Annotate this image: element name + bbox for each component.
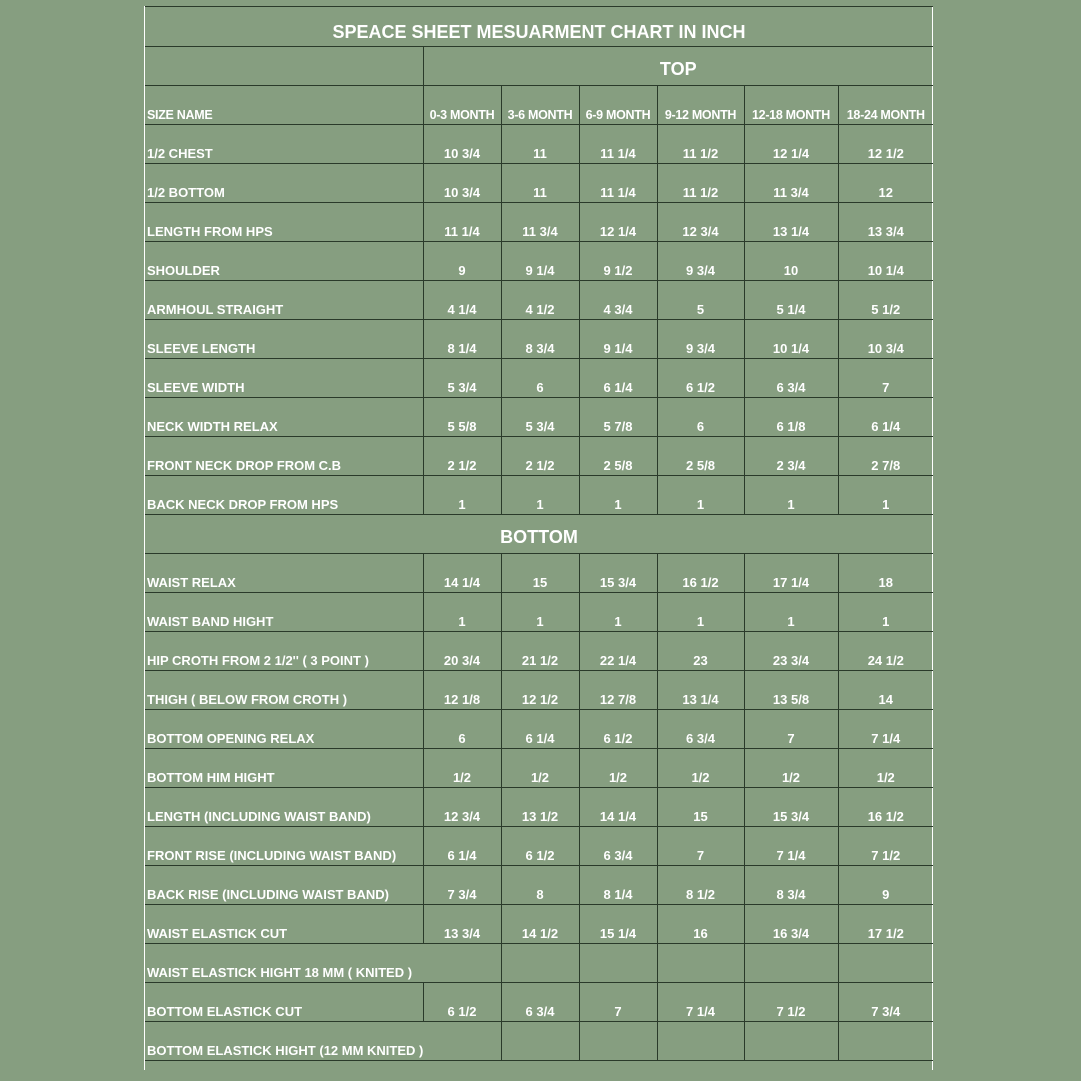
measurement-value: 2 7/8 bbox=[838, 437, 933, 476]
measurement-value: 6 bbox=[501, 359, 579, 398]
measurement-row bbox=[145, 905, 933, 944]
measurement-value: 14 bbox=[838, 671, 933, 710]
measurement-value: 7 bbox=[579, 983, 657, 1022]
measurement-value: 6 1/2 bbox=[657, 359, 744, 398]
measurement-value: 2 3/4 bbox=[744, 437, 838, 476]
measurement-row bbox=[145, 476, 933, 515]
measurement-sheet bbox=[144, 6, 933, 1070]
measurement-row bbox=[145, 749, 933, 788]
measurement-label: 1/2 CHEST bbox=[145, 125, 423, 164]
measurement-value: 1 bbox=[838, 476, 933, 515]
measurement-label: NECK WIDTH RELAX bbox=[145, 398, 423, 437]
measurement-value: 13 3/4 bbox=[423, 905, 501, 944]
measurement-value: 23 3/4 bbox=[744, 632, 838, 671]
measurement-value bbox=[657, 944, 744, 983]
measurement-value: 6 1/2 bbox=[579, 710, 657, 749]
measurement-value: 14 1/2 bbox=[501, 905, 579, 944]
measurement-label: 1/2 BOTTOM bbox=[145, 164, 423, 203]
measurement-value: 5 3/4 bbox=[423, 359, 501, 398]
measurement-value: 10 bbox=[744, 242, 838, 281]
measurement-label: BOTTOM ELASTICK CUT bbox=[145, 983, 423, 1022]
bottom-section-row bbox=[145, 515, 933, 554]
measurement-value bbox=[579, 944, 657, 983]
chart-title: SPEACE SHEET MESUARMENT CHART IN INCH bbox=[145, 7, 933, 47]
measurement-value: 8 bbox=[501, 866, 579, 905]
measurement-label: FRONT NECK DROP FROM C.B bbox=[145, 437, 423, 476]
measurement-value: 7 1/4 bbox=[657, 983, 744, 1022]
size-header-cell: 0-3 MONTH bbox=[423, 86, 501, 125]
measurement-table bbox=[145, 6, 933, 1061]
measurement-value: 1 bbox=[423, 593, 501, 632]
measurement-value bbox=[501, 944, 579, 983]
measurement-value: 11 3/4 bbox=[744, 164, 838, 203]
measurement-label: FRONT RISE (INCLUDING WAIST BAND) bbox=[145, 827, 423, 866]
measurement-label: SLEEVE LENGTH bbox=[145, 320, 423, 359]
measurement-value: 11 1/4 bbox=[423, 203, 501, 242]
measurement-value: 7 1/4 bbox=[838, 710, 933, 749]
measurement-value: 9 3/4 bbox=[657, 320, 744, 359]
measurement-label: THIGH ( BELOW FROM CROTH ) bbox=[145, 671, 423, 710]
measurement-value: 7 bbox=[838, 359, 933, 398]
measurement-value: 13 3/4 bbox=[838, 203, 933, 242]
measurement-value: 13 1/4 bbox=[657, 671, 744, 710]
measurement-label: BOTTOM ELASTICK HIGHT (12 MM KNITED ) bbox=[145, 1022, 501, 1061]
measurement-value: 11 1/2 bbox=[657, 125, 744, 164]
measurement-label: ARMHOUL STRAIGHT bbox=[145, 281, 423, 320]
size-header-cell: 9-12 MONTH bbox=[657, 86, 744, 125]
measurement-value bbox=[501, 1022, 579, 1061]
measurement-label: BACK NECK DROP FROM HPS bbox=[145, 476, 423, 515]
measurement-value: 9 bbox=[423, 242, 501, 281]
measurement-value: 12 1/2 bbox=[501, 671, 579, 710]
measurement-value: 14 1/4 bbox=[579, 788, 657, 827]
measurement-value: 1/2 bbox=[579, 749, 657, 788]
measurement-row bbox=[145, 944, 933, 983]
measurement-value: 1/2 bbox=[657, 749, 744, 788]
measurement-value: 8 1/4 bbox=[423, 320, 501, 359]
measurement-value: 10 3/4 bbox=[838, 320, 933, 359]
measurement-row bbox=[145, 398, 933, 437]
measurement-value: 6 bbox=[423, 710, 501, 749]
measurement-value: 12 3/4 bbox=[423, 788, 501, 827]
measurement-value: 8 3/4 bbox=[744, 866, 838, 905]
measurement-value: 11 1/4 bbox=[579, 164, 657, 203]
measurement-value bbox=[657, 1022, 744, 1061]
measurement-row bbox=[145, 1022, 933, 1061]
measurement-value: 11 bbox=[501, 125, 579, 164]
measurement-value: 12 3/4 bbox=[657, 203, 744, 242]
measurement-label: HIP CROTH FROM 2 1/2'' ( 3 POINT ) bbox=[145, 632, 423, 671]
measurement-value: 15 bbox=[501, 554, 579, 593]
measurement-row bbox=[145, 983, 933, 1022]
measurement-value bbox=[744, 1022, 838, 1061]
measurement-value: 6 1/2 bbox=[501, 827, 579, 866]
measurement-value: 5 1/4 bbox=[744, 281, 838, 320]
measurement-value: 5 5/8 bbox=[423, 398, 501, 437]
title-row bbox=[145, 7, 933, 47]
measurement-value: 1 bbox=[423, 476, 501, 515]
measurement-value: 12 1/4 bbox=[579, 203, 657, 242]
measurement-row bbox=[145, 203, 933, 242]
measurement-value: 7 bbox=[657, 827, 744, 866]
measurement-value bbox=[838, 944, 933, 983]
measurement-value: 1/2 bbox=[501, 749, 579, 788]
measurement-value: 12 1/2 bbox=[838, 125, 933, 164]
measurement-value: 2 1/2 bbox=[501, 437, 579, 476]
measurement-row bbox=[145, 164, 933, 203]
measurement-value: 2 1/2 bbox=[423, 437, 501, 476]
measurement-row bbox=[145, 788, 933, 827]
measurement-value: 1 bbox=[579, 593, 657, 632]
measurement-value: 5 1/2 bbox=[838, 281, 933, 320]
measurement-row bbox=[145, 554, 933, 593]
measurement-value: 5 7/8 bbox=[579, 398, 657, 437]
bottom-section-heading: BOTTOM bbox=[145, 515, 933, 554]
measurement-value: 1/2 bbox=[838, 749, 933, 788]
measurement-row bbox=[145, 632, 933, 671]
measurement-value: 10 3/4 bbox=[423, 164, 501, 203]
measurement-value: 17 1/4 bbox=[744, 554, 838, 593]
measurement-value: 15 3/4 bbox=[744, 788, 838, 827]
measurement-value: 6 3/4 bbox=[501, 983, 579, 1022]
measurement-label: WAIST RELAX bbox=[145, 554, 423, 593]
measurement-value: 16 1/2 bbox=[838, 788, 933, 827]
measurement-value: 18 bbox=[838, 554, 933, 593]
measurement-value: 1 bbox=[657, 476, 744, 515]
top-section-row bbox=[145, 47, 933, 86]
measurement-value: 1 bbox=[501, 593, 579, 632]
measurement-value: 12 7/8 bbox=[579, 671, 657, 710]
measurement-value: 6 3/4 bbox=[744, 359, 838, 398]
measurement-value: 20 3/4 bbox=[423, 632, 501, 671]
measurement-value: 6 1/4 bbox=[579, 359, 657, 398]
size-header-cell: 6-9 MONTH bbox=[579, 86, 657, 125]
measurement-label: WAIST ELASTICK HIGHT 18 MM ( KNITED ) bbox=[145, 944, 501, 983]
measurement-label: WAIST BAND HIGHT bbox=[145, 593, 423, 632]
measurement-value: 10 3/4 bbox=[423, 125, 501, 164]
measurement-value: 1 bbox=[744, 476, 838, 515]
measurement-value: 8 1/4 bbox=[579, 866, 657, 905]
measurement-row bbox=[145, 827, 933, 866]
measurement-value: 16 bbox=[657, 905, 744, 944]
measurement-value: 13 1/4 bbox=[744, 203, 838, 242]
measurement-value: 9 bbox=[838, 866, 933, 905]
measurement-value: 6 bbox=[657, 398, 744, 437]
measurement-value bbox=[744, 944, 838, 983]
measurement-value: 9 1/4 bbox=[501, 242, 579, 281]
measurement-value: 21 1/2 bbox=[501, 632, 579, 671]
measurement-value: 5 bbox=[657, 281, 744, 320]
measurement-value: 13 1/2 bbox=[501, 788, 579, 827]
measurement-value: 14 1/4 bbox=[423, 554, 501, 593]
measurement-row bbox=[145, 359, 933, 398]
measurement-row bbox=[145, 593, 933, 632]
measurement-row bbox=[145, 242, 933, 281]
measurement-row bbox=[145, 437, 933, 476]
measurement-value: 4 1/4 bbox=[423, 281, 501, 320]
measurement-value: 6 1/4 bbox=[501, 710, 579, 749]
measurement-row bbox=[145, 320, 933, 359]
measurement-value: 4 3/4 bbox=[579, 281, 657, 320]
measurement-label: LENGTH FROM HPS bbox=[145, 203, 423, 242]
measurement-label: BOTTOM HIM HIGHT bbox=[145, 749, 423, 788]
measurement-value: 16 3/4 bbox=[744, 905, 838, 944]
measurement-value: 7 1/2 bbox=[744, 983, 838, 1022]
measurement-value: 6 1/8 bbox=[744, 398, 838, 437]
measurement-value: 24 1/2 bbox=[838, 632, 933, 671]
measurement-value: 13 5/8 bbox=[744, 671, 838, 710]
measurement-value: 11 3/4 bbox=[501, 203, 579, 242]
measurement-label: BOTTOM OPENING RELAX bbox=[145, 710, 423, 749]
measurement-value: 7 3/4 bbox=[423, 866, 501, 905]
measurement-value: 17 1/2 bbox=[838, 905, 933, 944]
measurement-value: 12 1/8 bbox=[423, 671, 501, 710]
measurement-value: 23 bbox=[657, 632, 744, 671]
measurement-value: 11 bbox=[501, 164, 579, 203]
measurement-value: 15 3/4 bbox=[579, 554, 657, 593]
measurement-value bbox=[838, 1022, 933, 1061]
measurement-value: 6 1/4 bbox=[838, 398, 933, 437]
measurement-value: 15 1/4 bbox=[579, 905, 657, 944]
measurement-value: 12 bbox=[838, 164, 933, 203]
measurement-value: 22 1/4 bbox=[579, 632, 657, 671]
size-header-cell: 3-6 MONTH bbox=[501, 86, 579, 125]
measurement-value: 10 1/4 bbox=[838, 242, 933, 281]
measurement-value: 1/2 bbox=[744, 749, 838, 788]
size-header-cell: 18-24 MONTH bbox=[838, 86, 933, 125]
size-name-header: SIZE NAME bbox=[145, 86, 423, 125]
size-header-cell: 12-18 MONTH bbox=[744, 86, 838, 125]
measurement-value: 12 1/4 bbox=[744, 125, 838, 164]
measurement-label: LENGTH (INCLUDING WAIST BAND) bbox=[145, 788, 423, 827]
measurement-value: 6 3/4 bbox=[579, 827, 657, 866]
measurement-value: 6 3/4 bbox=[657, 710, 744, 749]
measurement-value: 16 1/2 bbox=[657, 554, 744, 593]
measurement-row bbox=[145, 125, 933, 164]
measurement-label: WAIST ELASTICK CUT bbox=[145, 905, 423, 944]
measurement-value: 1/2 bbox=[423, 749, 501, 788]
measurement-value: 6 1/2 bbox=[423, 983, 501, 1022]
measurement-value: 7 1/2 bbox=[838, 827, 933, 866]
measurement-value: 1 bbox=[579, 476, 657, 515]
measurement-label: SHOULDER bbox=[145, 242, 423, 281]
measurement-value: 4 1/2 bbox=[501, 281, 579, 320]
measurement-value: 5 3/4 bbox=[501, 398, 579, 437]
measurement-label: SLEEVE WIDTH bbox=[145, 359, 423, 398]
measurement-label: BACK RISE (INCLUDING WAIST BAND) bbox=[145, 866, 423, 905]
measurement-value: 9 1/4 bbox=[579, 320, 657, 359]
measurement-value: 1 bbox=[657, 593, 744, 632]
measurement-value: 1 bbox=[501, 476, 579, 515]
measurement-value: 10 1/4 bbox=[744, 320, 838, 359]
measurement-value: 9 1/2 bbox=[579, 242, 657, 281]
measurement-value: 1 bbox=[838, 593, 933, 632]
top-section-blank bbox=[145, 47, 423, 86]
measurement-value: 2 5/8 bbox=[657, 437, 744, 476]
measurement-value: 1 bbox=[744, 593, 838, 632]
measurement-row bbox=[145, 710, 933, 749]
measurement-value: 11 1/2 bbox=[657, 164, 744, 203]
measurement-value: 8 3/4 bbox=[501, 320, 579, 359]
measurement-row bbox=[145, 866, 933, 905]
measurement-value: 8 1/2 bbox=[657, 866, 744, 905]
measurement-row bbox=[145, 671, 933, 710]
measurement-value: 7 3/4 bbox=[838, 983, 933, 1022]
measurement-value: 2 5/8 bbox=[579, 437, 657, 476]
measurement-row bbox=[145, 281, 933, 320]
size-header-row bbox=[145, 86, 933, 125]
measurement-value: 7 bbox=[744, 710, 838, 749]
measurement-value: 9 3/4 bbox=[657, 242, 744, 281]
measurement-value: 15 bbox=[657, 788, 744, 827]
measurement-value: 7 1/4 bbox=[744, 827, 838, 866]
measurement-value: 11 1/4 bbox=[579, 125, 657, 164]
top-section-heading: TOP bbox=[423, 47, 933, 86]
measurement-value bbox=[579, 1022, 657, 1061]
measurement-value: 6 1/4 bbox=[423, 827, 501, 866]
